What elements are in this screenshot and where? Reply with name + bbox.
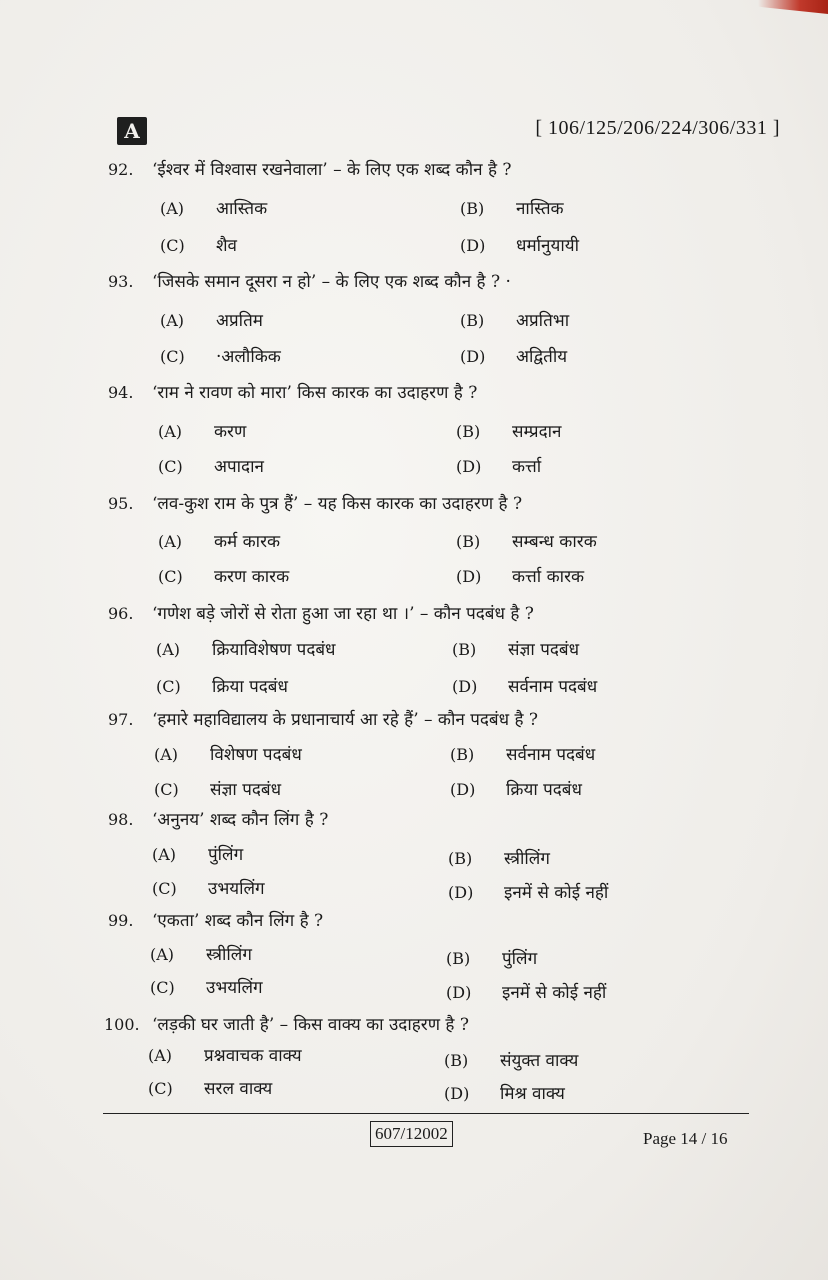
option-c — [150, 975, 263, 998]
option-text: क्रियाविशेषण पदबंध — [212, 640, 336, 660]
option-label: (A) — [158, 532, 183, 551]
question-number: 95. — [108, 494, 134, 513]
option-d — [456, 454, 541, 477]
option-c — [148, 1076, 272, 1099]
option-label: (C) — [150, 978, 175, 997]
option-text: सरल वाक्य — [204, 1079, 273, 1099]
option-label: (B) — [444, 1051, 469, 1070]
option-d — [456, 564, 584, 587]
option-b — [452, 637, 579, 660]
option-b — [450, 742, 595, 765]
question-100 — [104, 1012, 469, 1035]
option-label: (A) — [152, 845, 177, 864]
option-text: इनमें से कोई नहीं — [504, 883, 609, 903]
option-text: शैव — [216, 236, 238, 256]
option-text: सर्वनाम पदबंध — [508, 677, 598, 697]
option-text: धर्मानुयायी — [516, 236, 579, 256]
option-text: आस्तिक — [216, 199, 268, 219]
option-text: उभयलिंग — [208, 879, 265, 899]
option-text: संज्ञा पदबंध — [210, 780, 282, 800]
option-text: सर्वनाम पदबंध — [506, 745, 596, 765]
option-text: ·अलौकिक — [216, 347, 281, 367]
option-text: अप्रतिम — [216, 311, 263, 331]
option-label: (C) — [154, 780, 179, 799]
option-b — [444, 1048, 578, 1071]
option-label: (C) — [160, 236, 185, 255]
question-text: ‘ईश्वर में विश्वास रखनेवाला’ – के लिए एक शब्द कौन है ? — [152, 160, 512, 180]
option-d — [460, 344, 567, 367]
option-label: (A) — [148, 1046, 173, 1065]
option-label: (A) — [156, 640, 181, 659]
option-label: (D) — [450, 780, 476, 799]
option-a — [158, 419, 246, 442]
option-d — [450, 777, 582, 800]
option-d — [452, 674, 597, 697]
option-b — [460, 308, 569, 331]
option-label: (D) — [460, 236, 486, 255]
question-98 — [108, 807, 328, 830]
option-text: अप्रतिभा — [516, 311, 570, 331]
option-a — [160, 308, 263, 331]
option-label: (A) — [160, 311, 185, 330]
option-text: स्त्रीलिंग — [206, 945, 252, 965]
option-label: (C) — [160, 347, 185, 366]
option-text: स्त्रीलिंग — [504, 849, 550, 869]
option-label: (B) — [460, 199, 485, 218]
option-c — [154, 777, 281, 800]
option-label: (D) — [452, 677, 478, 696]
option-a — [152, 842, 243, 865]
option-text: क्रिया पदबंध — [506, 780, 582, 800]
option-text: पुंलिंग — [502, 949, 538, 969]
option-b — [456, 529, 597, 552]
question-number: 94. — [108, 383, 134, 402]
question-95 — [108, 491, 522, 514]
option-text: संज्ञा पदबंध — [508, 640, 580, 660]
option-label: (A) — [150, 945, 175, 964]
question-text: ‘लव-कुश राम के पुत्र हैं’ – यह किस कारक का उदाहरण है ? — [152, 494, 523, 514]
booklet-code: 607/12002 — [370, 1121, 453, 1147]
question-94 — [108, 380, 477, 403]
question-text: ‘लड़की घर जाती है’ – किस वाक्य का उदाहरण है ? — [152, 1015, 469, 1035]
option-label: (A) — [154, 745, 179, 764]
footer-divider — [103, 1113, 749, 1114]
option-label: (B) — [460, 311, 485, 330]
option-a — [150, 942, 252, 965]
option-label: (D) — [448, 883, 474, 902]
option-b — [446, 946, 537, 969]
option-b — [460, 196, 564, 219]
option-label: (B) — [448, 849, 473, 868]
option-c — [158, 564, 289, 587]
option-text: प्रश्नवाचक वाक्य — [204, 1046, 302, 1066]
option-text: करण कारक — [214, 567, 290, 587]
option-label: (C) — [158, 567, 183, 586]
option-text: कर्त्ता — [512, 457, 542, 477]
option-label: (B) — [452, 640, 477, 659]
option-label: (D) — [444, 1084, 470, 1103]
question-text: ‘एकता’ शब्द कौन लिंग है ? — [152, 911, 324, 931]
question-number: 93. — [108, 272, 134, 291]
question-number: 97. — [108, 710, 134, 729]
option-d — [460, 233, 579, 256]
option-text: सम्प्रदान — [512, 422, 562, 442]
option-text: कर्त्ता कारक — [512, 567, 585, 587]
option-label: (D) — [446, 983, 472, 1002]
question-number: 92. — [108, 160, 134, 179]
question-number: 96. — [108, 604, 134, 623]
option-a — [154, 742, 302, 765]
option-c — [160, 344, 281, 367]
option-a — [158, 529, 280, 552]
option-label: (C) — [158, 457, 183, 476]
question-99 — [108, 908, 323, 931]
option-label: (B) — [456, 532, 481, 551]
question-number: 99. — [108, 911, 134, 930]
option-a — [156, 637, 336, 660]
option-text: मिश्र वाक्य — [500, 1084, 565, 1104]
option-c — [156, 674, 288, 697]
question-text: ‘हमारे महाविद्यालय के प्रधानाचार्य आ रहे हैं’ – कौन पदबंध है ? — [152, 710, 538, 730]
option-label: (B) — [456, 422, 481, 441]
option-d — [444, 1081, 565, 1104]
option-b — [456, 419, 561, 442]
question-number: 100. — [104, 1015, 140, 1034]
question-number: 98. — [108, 810, 134, 829]
option-b — [448, 846, 550, 869]
option-text: कर्म कारक — [214, 532, 281, 552]
question-text: ‘अनुनय’ शब्द कौन लिंग है ? — [152, 810, 329, 830]
option-label: (B) — [450, 745, 475, 764]
option-text: पुंलिंग — [208, 845, 244, 865]
option-a — [148, 1043, 302, 1066]
option-d — [448, 880, 608, 903]
option-text: अपादान — [214, 457, 264, 477]
question-97 — [108, 707, 538, 730]
question-text: ‘गणेश बड़े जोरों से रोता हुआ जा रहा था ।’ – कौन पदबंध है ? — [152, 604, 534, 624]
option-text: करण — [214, 422, 247, 442]
option-label: (D) — [460, 347, 486, 366]
option-c — [158, 454, 264, 477]
option-text: विशेषण पदबंध — [210, 745, 302, 765]
option-c — [152, 876, 265, 899]
option-text: संयुक्त वाक्य — [500, 1051, 579, 1071]
option-label: (A) — [160, 199, 185, 218]
option-label: (A) — [158, 422, 183, 441]
option-d — [446, 980, 606, 1003]
option-text: क्रिया पदबंध — [212, 677, 288, 697]
option-text: अद्वितीय — [516, 347, 568, 367]
question-93 — [108, 269, 511, 292]
series-badge: A — [117, 117, 147, 145]
question-text: ‘जिसके समान दूसरा न हो’ – के लिए एक शब्द कौन है ? · — [152, 272, 511, 292]
page-number: Page 14 / 16 — [643, 1129, 728, 1148]
option-label: (C) — [148, 1079, 173, 1098]
paper-codes: [ 106/125/206/224/306/331 ] — [535, 117, 780, 139]
question-text: ‘राम ने रावण को मारा’ किस कारक का उदाहरण है ? — [152, 383, 478, 403]
option-label: (C) — [156, 677, 181, 696]
option-text: नास्तिक — [516, 199, 564, 219]
option-label: (D) — [456, 567, 482, 586]
option-c — [160, 233, 237, 256]
option-text: इनमें से कोई नहीं — [502, 983, 607, 1003]
option-label: (B) — [446, 949, 471, 968]
option-a — [160, 196, 267, 219]
option-label: (C) — [152, 879, 177, 898]
option-label: (D) — [456, 457, 482, 476]
question-92 — [108, 157, 512, 180]
question-96 — [108, 601, 534, 624]
option-text: सम्बन्ध कारक — [512, 532, 597, 552]
option-text: उभयलिंग — [206, 978, 263, 998]
